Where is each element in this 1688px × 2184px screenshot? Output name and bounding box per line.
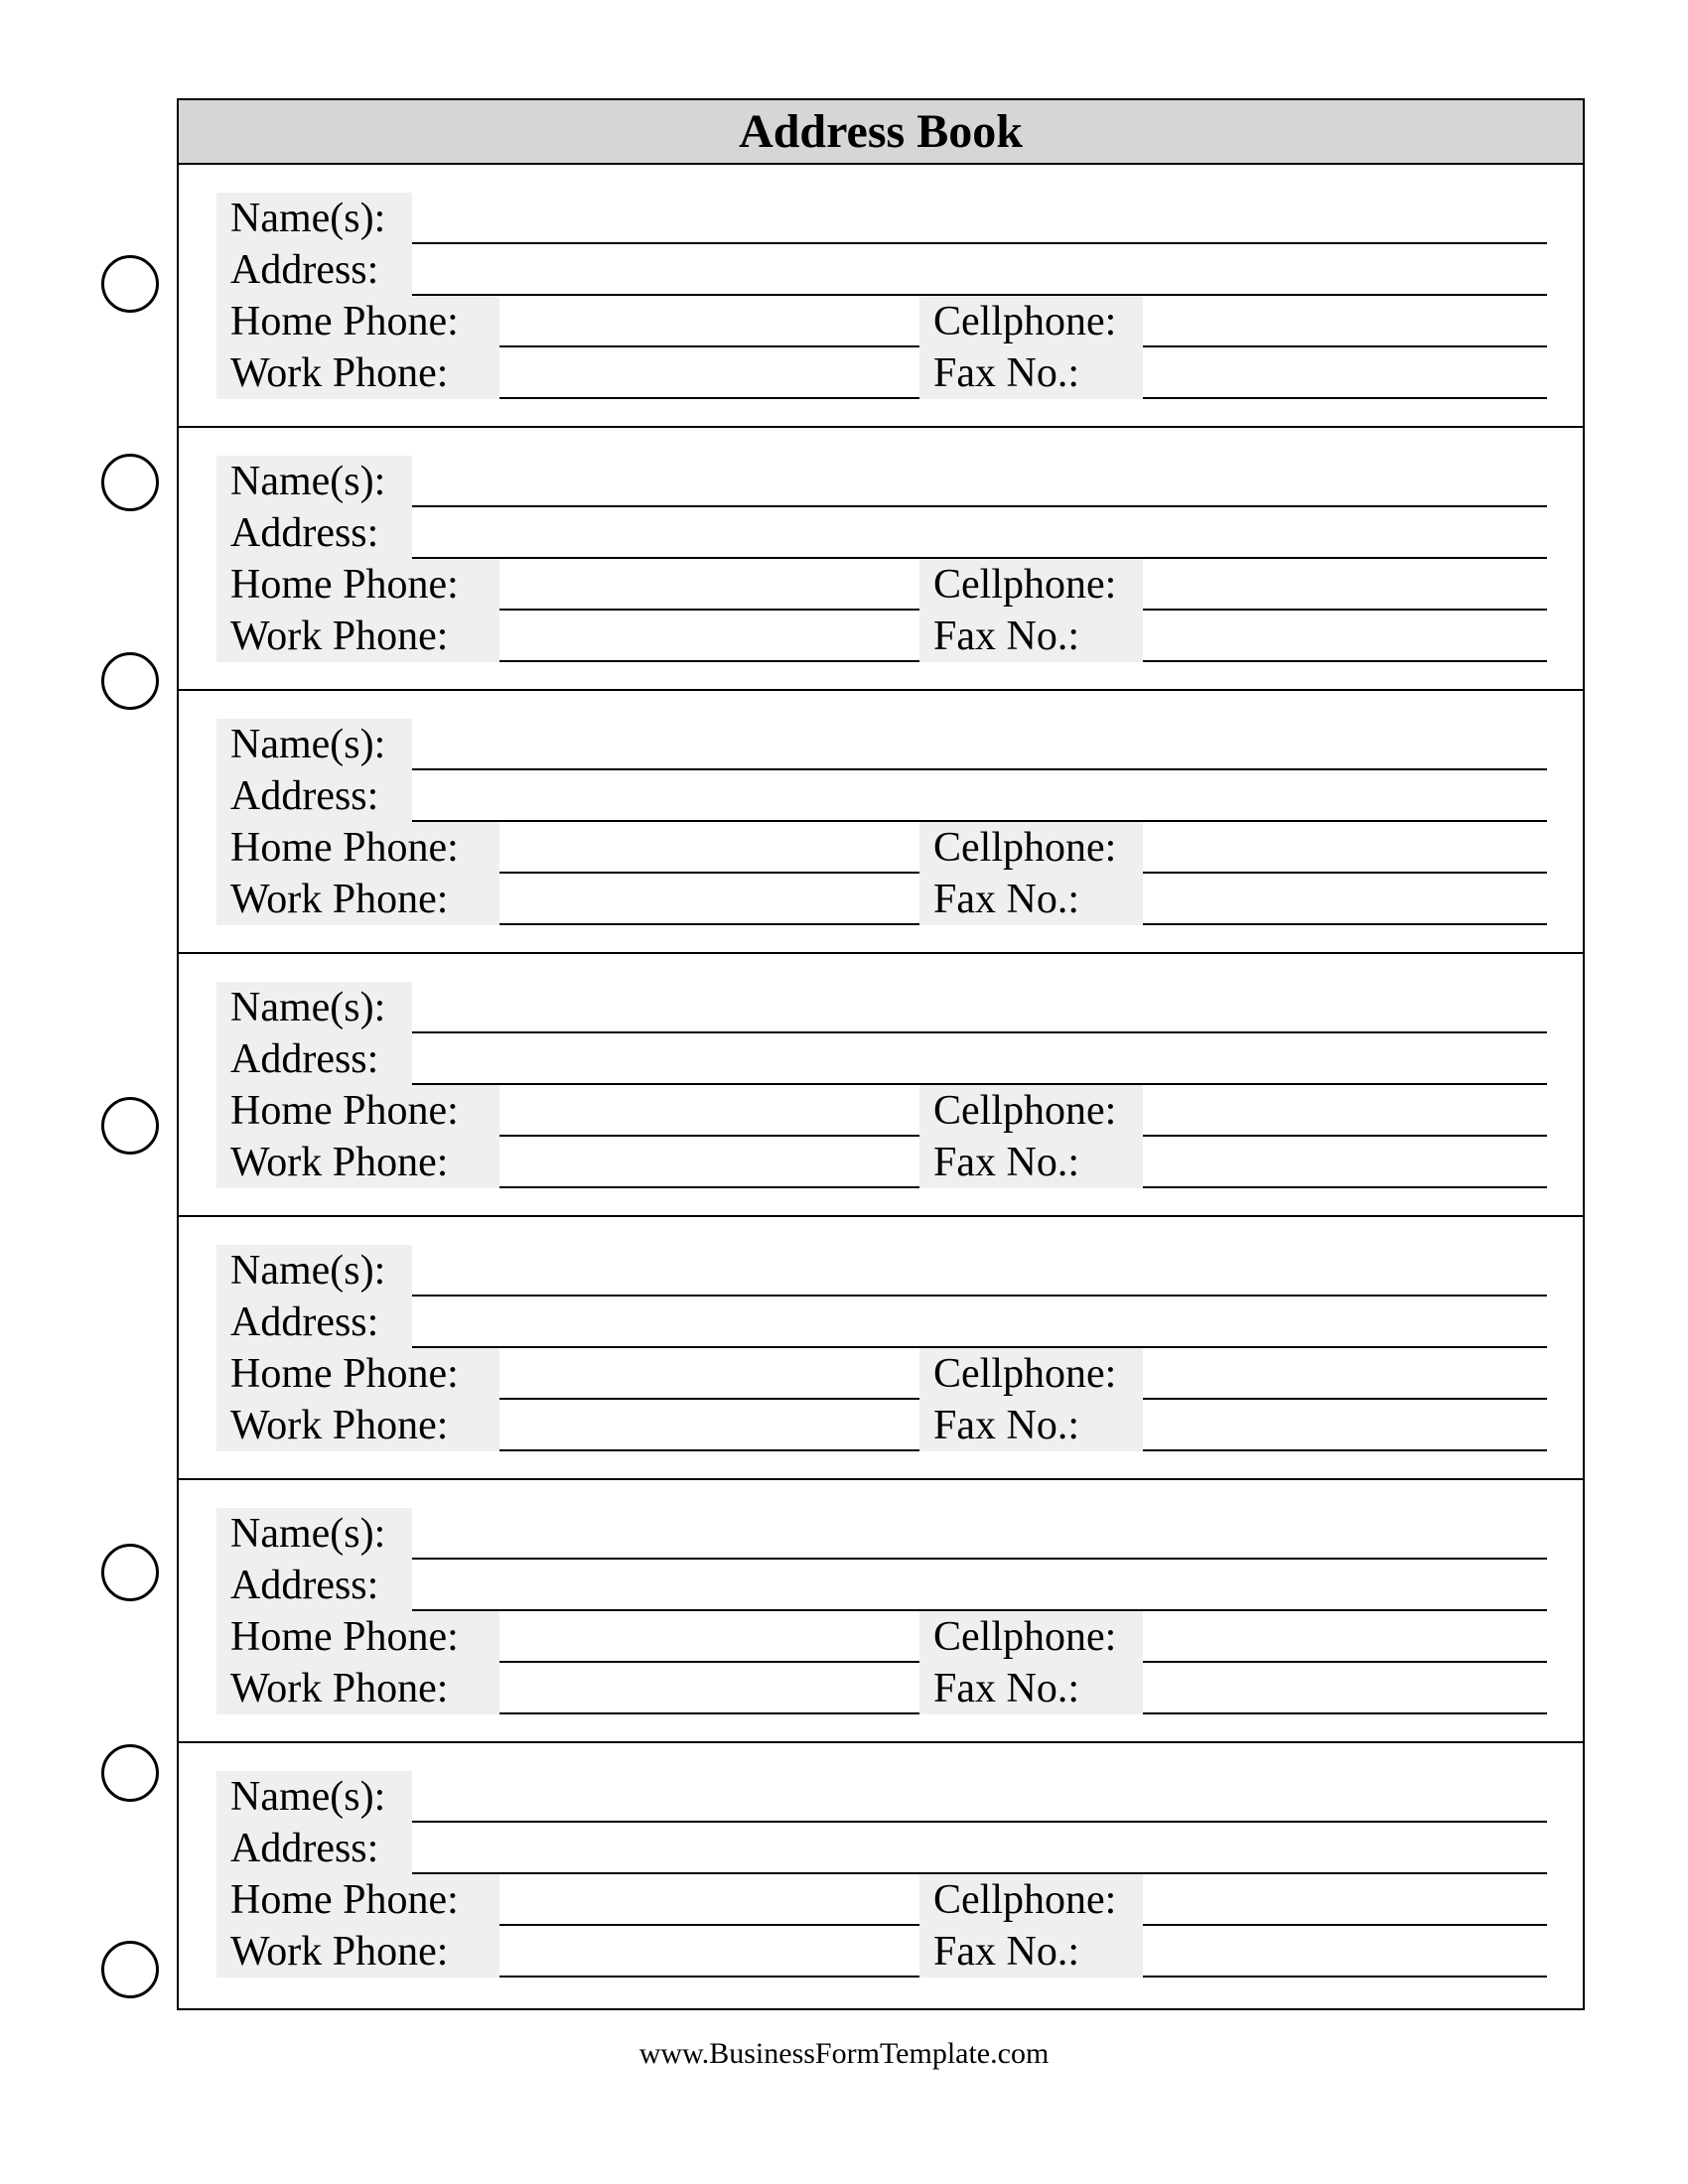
fax-field[interactable]	[1143, 1976, 1547, 1978]
fax-label: Fax No.:	[919, 874, 1143, 925]
home-phone-label: Home Phone:	[216, 296, 499, 347]
cellphone-field[interactable]	[1143, 1661, 1547, 1663]
names-label: Name(s):	[216, 1245, 412, 1297]
binder-hole-icon	[101, 255, 159, 313]
names-field[interactable]	[412, 1558, 1547, 1560]
names-label: Name(s):	[216, 456, 412, 507]
fax-field[interactable]	[1143, 923, 1547, 925]
home-phone-label: Home Phone:	[216, 1085, 499, 1137]
address-entry	[179, 954, 1583, 1217]
cellphone-label: Cellphone:	[919, 1348, 1143, 1400]
cellphone-field[interactable]	[1143, 609, 1547, 611]
cellphone-label: Cellphone:	[919, 1874, 1143, 1926]
home-phone-field[interactable]	[499, 345, 919, 347]
cellphone-label: Cellphone:	[919, 296, 1143, 347]
names-label: Name(s):	[216, 1771, 412, 1823]
work-phone-label: Work Phone:	[216, 1663, 499, 1714]
cellphone-label: Cellphone:	[919, 1085, 1143, 1137]
cellphone-field[interactable]	[1143, 1924, 1547, 1926]
binder-hole-icon	[101, 1744, 159, 1802]
home-phone-field[interactable]	[499, 609, 919, 611]
address-entry	[179, 691, 1583, 954]
address-label: Address:	[216, 1560, 412, 1611]
names-label: Name(s):	[216, 982, 412, 1033]
work-phone-label: Work Phone:	[216, 1400, 499, 1451]
work-phone-field[interactable]	[499, 1976, 919, 1978]
home-phone-field[interactable]	[499, 872, 919, 874]
fax-field[interactable]	[1143, 660, 1547, 662]
names-field[interactable]	[412, 1031, 1547, 1033]
work-phone-label: Work Phone:	[216, 1137, 499, 1188]
binder-hole-icon	[101, 1544, 159, 1601]
fax-field[interactable]	[1143, 1712, 1547, 1714]
fax-field[interactable]	[1143, 1186, 1547, 1188]
address-label: Address:	[216, 1823, 412, 1874]
home-phone-field[interactable]	[499, 1924, 919, 1926]
work-phone-label: Work Phone:	[216, 611, 499, 662]
work-phone-field[interactable]	[499, 1712, 919, 1714]
names-field[interactable]	[412, 505, 1547, 507]
fax-label: Fax No.:	[919, 611, 1143, 662]
address-entry	[179, 165, 1583, 428]
work-phone-field[interactable]	[499, 923, 919, 925]
form-title: Address Book	[179, 100, 1583, 165]
address-entry	[179, 1217, 1583, 1480]
names-label: Name(s):	[216, 719, 412, 770]
names-field[interactable]	[412, 1821, 1547, 1823]
cellphone-label: Cellphone:	[919, 822, 1143, 874]
address-entry	[179, 1743, 1583, 2006]
fax-label: Fax No.:	[919, 1926, 1143, 1978]
fax-label: Fax No.:	[919, 1137, 1143, 1188]
address-book-form	[177, 98, 1585, 2010]
cellphone-label: Cellphone:	[919, 559, 1143, 611]
home-phone-field[interactable]	[499, 1135, 919, 1137]
work-phone-field[interactable]	[499, 1186, 919, 1188]
work-phone-field[interactable]	[499, 660, 919, 662]
cellphone-field[interactable]	[1143, 872, 1547, 874]
binder-hole-icon	[101, 1097, 159, 1155]
fax-label: Fax No.:	[919, 1400, 1143, 1451]
work-phone-label: Work Phone:	[216, 874, 499, 925]
names-label: Name(s):	[216, 193, 412, 244]
fax-field[interactable]	[1143, 1449, 1547, 1451]
cellphone-field[interactable]	[1143, 1135, 1547, 1137]
names-field[interactable]	[412, 242, 1547, 244]
cellphone-label: Cellphone:	[919, 1611, 1143, 1663]
address-entry	[179, 428, 1583, 691]
home-phone-label: Home Phone:	[216, 1348, 499, 1400]
work-phone-label: Work Phone:	[216, 347, 499, 399]
fax-label: Fax No.:	[919, 1663, 1143, 1714]
binder-hole-icon	[101, 454, 159, 511]
address-label: Address:	[216, 1033, 412, 1085]
home-phone-label: Home Phone:	[216, 1874, 499, 1926]
address-entry	[179, 1480, 1583, 1743]
address-label: Address:	[216, 244, 412, 296]
work-phone-label: Work Phone:	[216, 1926, 499, 1978]
work-phone-field[interactable]	[499, 1449, 919, 1451]
fax-label: Fax No.:	[919, 347, 1143, 399]
home-phone-label: Home Phone:	[216, 559, 499, 611]
names-field[interactable]	[412, 768, 1547, 770]
binder-hole-icon	[101, 1941, 159, 1998]
home-phone-label: Home Phone:	[216, 822, 499, 874]
address-label: Address:	[216, 507, 412, 559]
address-label: Address:	[216, 770, 412, 822]
cellphone-field[interactable]	[1143, 1398, 1547, 1400]
fax-field[interactable]	[1143, 397, 1547, 399]
footer-url: www.BusinessFormTemplate.com	[638, 2037, 1050, 2070]
binder-hole-icon	[101, 652, 159, 710]
names-label: Name(s):	[216, 1508, 412, 1560]
work-phone-field[interactable]	[499, 397, 919, 399]
home-phone-field[interactable]	[499, 1398, 919, 1400]
address-label: Address:	[216, 1297, 412, 1348]
home-phone-field[interactable]	[499, 1661, 919, 1663]
names-field[interactable]	[412, 1295, 1547, 1297]
home-phone-label: Home Phone:	[216, 1611, 499, 1663]
cellphone-field[interactable]	[1143, 345, 1547, 347]
